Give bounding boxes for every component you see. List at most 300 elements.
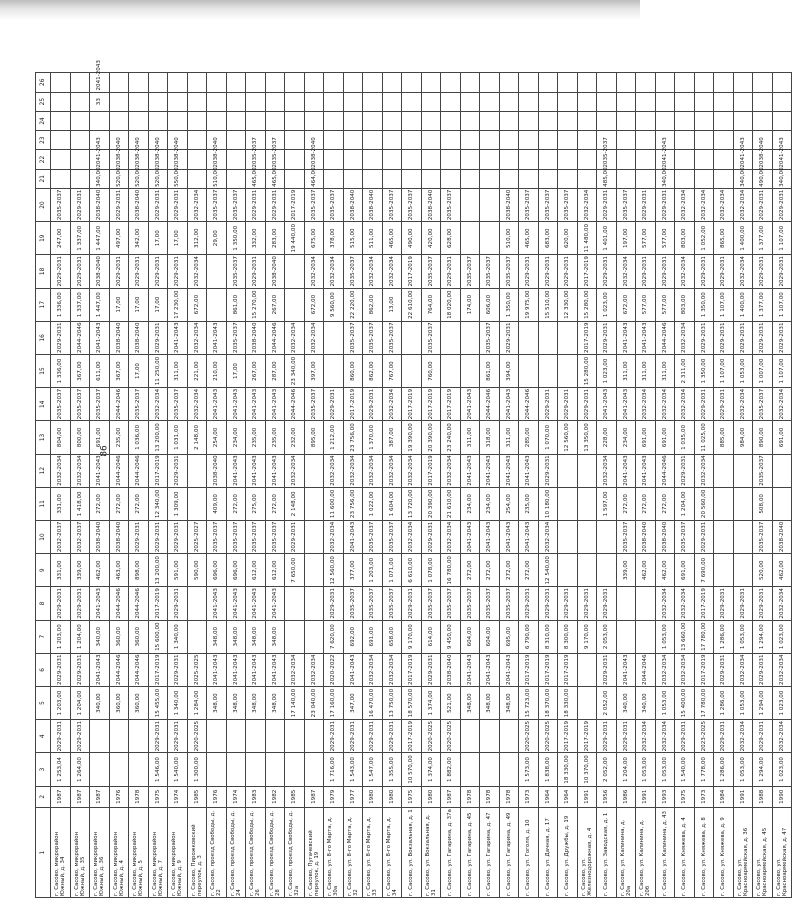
value-cell: 2029-2031 <box>519 255 539 288</box>
address-cell: г. Сасово, микрорайон Южный, д. 5 <box>129 808 149 898</box>
address-cell: г. Сасово, микрорайон Южный, д. 36 <box>90 808 110 898</box>
value-cell: 1 107,00 <box>714 288 734 321</box>
value-cell: 17,00 <box>226 354 246 387</box>
value-cell: 311,00 <box>460 421 480 454</box>
year-cell: 1987 <box>441 786 461 807</box>
year-cell: 1976 <box>207 786 227 807</box>
value-cell <box>519 73 539 93</box>
value-cell: 1 284,00 <box>187 686 207 719</box>
value-cell <box>285 587 305 620</box>
value-cell: 6 790,00 <box>519 620 539 653</box>
value-cell: 1 286,00 <box>714 753 734 786</box>
year-cell: 1974 <box>168 786 188 807</box>
value-cell: 2017-2019 <box>285 188 305 221</box>
year-cell: 1964 <box>558 786 578 807</box>
value-cell: 311,00 <box>499 421 519 454</box>
value-cell <box>733 520 753 553</box>
value-cell: 2032-2034 <box>363 653 383 686</box>
value-cell <box>187 92 207 111</box>
value-cell: 2041-2043 <box>265 454 285 487</box>
value-cell <box>70 150 90 169</box>
value-cell: 1 540,00 <box>168 753 188 786</box>
value-cell <box>519 169 539 188</box>
value-cell: 2035-2037 <box>226 321 246 354</box>
year-cell: 1980 <box>421 786 441 807</box>
value-cell: 2041-2043 <box>343 520 363 553</box>
value-cell: 18 330,00 <box>558 753 578 786</box>
value-cell: 2029-2031 <box>324 720 344 753</box>
value-cell: 675,00 <box>304 222 324 255</box>
value-cell: 2038-2040 <box>421 188 441 221</box>
value-cell: 672,00 <box>304 288 324 321</box>
value-cell: 2017-2019 <box>577 255 597 288</box>
address-cell: г. Сасово, ул. Гагарина, д. 49 <box>499 808 519 898</box>
value-cell: 9 560,00 <box>324 288 344 321</box>
value-cell: 29,00 <box>207 222 227 255</box>
value-cell: 2038-2040 <box>499 188 519 221</box>
value-cell: 339,00 <box>70 554 90 587</box>
value-cell: 2038-2040 <box>129 150 149 169</box>
year-cell: 1978 <box>480 786 500 807</box>
value-cell <box>226 111 246 130</box>
value-cell: 2041-2043 <box>343 653 363 686</box>
year-cell: 1987 <box>304 786 324 807</box>
value-cell: 2029-2031 <box>70 653 90 686</box>
value-cell <box>51 73 71 93</box>
value-cell: 367,00 <box>70 354 90 387</box>
value-cell: 17,00 <box>148 288 168 321</box>
value-cell: 2044-2046 <box>480 388 500 421</box>
value-cell: 2032-2034 <box>304 255 324 288</box>
value-cell <box>636 150 656 169</box>
value-cell: 2041-2043 <box>90 321 110 354</box>
value-cell <box>460 188 480 221</box>
address-cell: г. Сасово, ул. 8-го Марта, д. 33 <box>363 808 383 898</box>
value-cell: 1 023,00 <box>772 686 792 719</box>
value-cell: 2035-2037 <box>129 388 149 421</box>
value-cell: 1 053,00 <box>733 620 753 653</box>
value-cell: 2017-2019 <box>441 388 461 421</box>
value-cell: 2041-2043 <box>90 150 110 169</box>
value-cell: 2029-2031 <box>597 587 617 620</box>
value-cell: 234,00 <box>460 487 480 520</box>
value-cell <box>519 150 539 169</box>
value-cell: 2020-2025 <box>441 720 461 753</box>
value-cell <box>285 169 305 188</box>
value-cell <box>597 73 617 93</box>
value-cell <box>285 131 305 150</box>
value-cell <box>538 73 558 93</box>
value-cell: 1 053,00 <box>655 753 675 786</box>
value-cell: 2035-2037 <box>246 520 266 553</box>
value-cell: 1 286,00 <box>714 686 734 719</box>
value-cell <box>714 454 734 487</box>
value-cell <box>363 73 383 93</box>
value-cell <box>207 288 227 321</box>
value-cell: 1 107,00 <box>772 222 792 255</box>
value-cell <box>558 111 578 130</box>
table-row <box>714 73 734 898</box>
value-cell: 283,00 <box>265 222 285 255</box>
address-cell: г. Сасово, ул. Железнодорожная, д. 4 <box>577 808 597 898</box>
value-cell: 272,00 <box>460 554 480 587</box>
value-cell <box>324 131 344 150</box>
value-cell: 611,00 <box>90 354 110 387</box>
value-cell: 17,00 <box>168 222 188 255</box>
value-cell <box>772 92 792 111</box>
value-cell: 691,00 <box>675 554 695 587</box>
value-cell <box>616 150 636 169</box>
value-cell: 2044-2046 <box>265 321 285 354</box>
value-cell: 339,00 <box>616 554 636 587</box>
value-cell: 7 620,00 <box>324 620 344 653</box>
value-cell <box>480 111 500 130</box>
value-cell: 2035-2037 <box>265 520 285 553</box>
value-cell: 1 023,00 <box>772 620 792 653</box>
table-row <box>616 73 636 898</box>
value-cell: 885,00 <box>714 421 734 454</box>
value-cell: 2029-2031 <box>714 653 734 686</box>
value-cell: 2041-2043 <box>499 653 519 686</box>
value-cell <box>285 150 305 169</box>
value-cell <box>304 753 324 786</box>
value-cell <box>207 111 227 130</box>
value-cell: 2035-2037 <box>480 321 500 354</box>
column-number: 19 <box>36 222 51 255</box>
value-cell: 348,00 <box>207 686 227 719</box>
value-cell <box>304 92 324 111</box>
address-cell: г. Сасово, проезд Свободы, д. 22 <box>207 808 227 898</box>
value-cell: 691,00 <box>772 421 792 454</box>
value-cell: 311,00 <box>655 354 675 387</box>
value-cell: 860,00 <box>343 354 363 387</box>
value-cell: 272,00 <box>109 487 129 520</box>
address-cell: г. Сасово, ул. Гагарина, д. 47 <box>480 808 500 898</box>
value-cell: 377,00 <box>343 554 363 587</box>
value-cell <box>714 150 734 169</box>
value-cell: 1 573,00 <box>519 753 539 786</box>
value-cell: 2044-2046 <box>636 653 656 686</box>
value-cell: 2041-2043 <box>733 150 753 169</box>
value-cell: 2029-2031 <box>753 587 773 620</box>
column-number: 22 <box>36 150 51 169</box>
year-cell: 1991 <box>733 786 753 807</box>
value-cell <box>402 73 422 93</box>
value-cell: 2029-2031 <box>51 321 71 354</box>
value-cell: 10 570,00 <box>402 753 422 786</box>
value-cell: 672,00 <box>187 288 207 321</box>
value-cell: 10 370,00 <box>577 753 597 786</box>
value-cell: 2044-2046 <box>109 388 129 421</box>
column-number: 18 <box>36 255 51 288</box>
value-cell: 2029-2031 <box>51 653 71 686</box>
address-cell: г. Сасово, микрорайон Южный, д. 35 <box>70 808 90 898</box>
value-cell: 2029-2031 <box>577 388 597 421</box>
table-row <box>421 73 441 898</box>
value-cell: 2032-2034 <box>616 255 636 288</box>
value-cell: 2029-2031 <box>246 188 266 221</box>
address-cell: г. Сасово, ул. Вокзальная, д. 1 <box>402 808 422 898</box>
table-body <box>51 60 792 898</box>
value-cell <box>480 188 500 221</box>
table-row <box>343 73 363 898</box>
value-cell: 2029-2031 <box>616 720 636 753</box>
value-cell <box>304 720 324 753</box>
value-cell: 1 447,00 <box>90 288 110 321</box>
value-cell: 612,00 <box>265 554 285 587</box>
value-cell: 2029-2031 <box>168 720 188 753</box>
value-cell: 898,00 <box>129 554 149 587</box>
value-cell: 272,00 <box>90 487 110 520</box>
value-cell: 2020-2025 <box>519 720 539 753</box>
value-cell: 462,00 <box>655 554 675 587</box>
value-cell <box>538 354 558 387</box>
value-cell: 2029-2031 <box>382 720 402 753</box>
year-cell: 1983 <box>246 786 266 807</box>
value-cell: 1 052,00 <box>694 222 714 255</box>
value-cell: 2017-2019 <box>558 653 578 686</box>
value-cell: 2038-2040 <box>109 321 129 354</box>
address-cell: г. Сасово, проезд Свободы, д. 26 <box>246 808 266 898</box>
value-cell: 13 750,00 <box>382 686 402 719</box>
value-cell: 2029-2031 <box>655 255 675 288</box>
value-cell <box>616 111 636 130</box>
value-cell: 2032-2034 <box>51 454 71 487</box>
table-row <box>636 73 656 898</box>
table-row <box>694 73 714 898</box>
value-cell: 463,00 <box>109 554 129 587</box>
address-cell: г. Сасово, ул. Гагарина, д. 37а <box>441 808 461 898</box>
value-cell: 2029-2031 <box>324 587 344 620</box>
value-cell <box>772 73 792 93</box>
value-cell <box>480 222 500 255</box>
column-number: 21 <box>36 169 51 188</box>
value-cell: 235,00 <box>265 421 285 454</box>
value-cell: 2035-2037 <box>207 188 227 221</box>
value-cell: 197,00 <box>616 222 636 255</box>
column-number: 16 <box>36 321 51 354</box>
value-cell: 2032-2034 <box>441 520 461 553</box>
value-cell: 1 212,00 <box>324 421 344 454</box>
value-cell: 2032-2034 <box>636 388 656 421</box>
value-cell: 2041-2043 <box>636 454 656 487</box>
value-cell: 2041-2043 <box>499 388 519 421</box>
value-cell: 465,00 <box>519 222 539 255</box>
value-cell: 2035-2037 <box>382 321 402 354</box>
value-cell <box>714 92 734 111</box>
column-number: 5 <box>36 686 51 719</box>
value-cell <box>285 288 305 321</box>
value-cell: 1 350,00 <box>226 222 246 255</box>
value-cell: 2032-2034 <box>363 255 383 288</box>
value-cell: 348,00 <box>265 620 285 653</box>
value-cell: 2044-2046 <box>109 653 129 686</box>
value-cell: 520,00 <box>129 169 149 188</box>
value-cell <box>499 73 519 93</box>
value-cell <box>694 73 714 93</box>
housing-repair-table <box>35 60 792 898</box>
value-cell <box>441 321 461 354</box>
value-cell: 19 390,00 <box>402 421 422 454</box>
value-cell: 2041-2043 <box>480 454 500 487</box>
value-cell: 15 400,00 <box>675 686 695 719</box>
value-cell: 348,00 <box>480 686 500 719</box>
address-cell: г. Сасово, ул. 8-го Марта, д. 34 <box>382 808 402 898</box>
value-cell <box>285 255 305 288</box>
value-cell: 2041-2043 <box>499 454 519 487</box>
value-cell <box>694 169 714 188</box>
value-cell: 2035-2037 <box>382 520 402 553</box>
value-cell <box>519 321 539 354</box>
value-cell <box>363 92 383 111</box>
value-cell <box>324 354 344 387</box>
value-cell: 272,00 <box>636 487 656 520</box>
value-cell: 1 053,00 <box>655 686 675 719</box>
value-cell: 2032-2034 <box>675 321 695 354</box>
value-cell: 2029-2031 <box>772 188 792 221</box>
address-cell: г. Сасово, ул. Княжева, д. 4 <box>675 808 695 898</box>
address-cell: г. Сасово, ул. Гоголя, д. 10 <box>519 808 539 898</box>
value-cell: 234,00 <box>480 487 500 520</box>
value-cell: 23 340,00 <box>285 354 305 387</box>
value-cell: 378,00 <box>324 222 344 255</box>
value-cell: 2035-2037 <box>343 321 363 354</box>
column-number: 25 <box>36 92 51 111</box>
value-cell: 16 470,00 <box>363 686 383 719</box>
value-cell: 2029-2031 <box>714 388 734 421</box>
value-cell: 2035-2037 <box>265 150 285 169</box>
value-cell <box>90 720 110 753</box>
value-cell <box>207 92 227 111</box>
value-cell <box>636 169 656 188</box>
value-cell: 861,00 <box>480 354 500 387</box>
value-cell: 1 400,00 <box>733 288 753 321</box>
value-cell: 2035-2037 <box>460 587 480 620</box>
value-cell: 604,00 <box>480 620 500 653</box>
value-cell <box>265 720 285 753</box>
value-cell: 340,00 <box>772 169 792 188</box>
value-cell: 485,00 <box>597 169 617 188</box>
value-cell <box>577 73 597 93</box>
value-cell: 311,00 <box>168 354 188 387</box>
value-cell <box>714 487 734 520</box>
value-cell: 287,00 <box>265 354 285 387</box>
value-cell: 2032-2034 <box>733 255 753 288</box>
value-cell: 1 007,00 <box>753 354 773 387</box>
value-cell: 17,00 <box>129 354 149 387</box>
value-cell: 272,00 <box>265 487 285 520</box>
value-cell: 2029-2031 <box>246 255 266 288</box>
value-cell: 2029-2031 <box>109 255 129 288</box>
value-cell <box>558 520 578 553</box>
value-cell <box>441 92 461 111</box>
value-cell: 2035-2037 <box>70 388 90 421</box>
value-cell: 312,00 <box>187 222 207 255</box>
value-cell: 2029-2031 <box>636 188 656 221</box>
value-cell: 17,00 <box>129 288 149 321</box>
value-cell: 360,00 <box>129 620 149 653</box>
value-cell <box>402 111 422 130</box>
value-cell: 17 160,00 <box>324 686 344 719</box>
value-cell <box>382 111 402 130</box>
value-cell <box>577 454 597 487</box>
value-cell: 342,00 <box>129 222 149 255</box>
value-cell <box>519 354 539 387</box>
value-cell: 2017-2019 <box>343 388 363 421</box>
value-cell: 691,00 <box>636 421 656 454</box>
value-cell: 2029-2031 <box>558 255 578 288</box>
value-cell <box>538 321 558 354</box>
value-cell <box>694 150 714 169</box>
value-cell: 803,00 <box>675 288 695 321</box>
value-cell: 2029-2031 <box>519 587 539 620</box>
value-cell: 235,00 <box>519 487 539 520</box>
value-cell: 254,00 <box>499 487 519 520</box>
value-cell: 2029-2031 <box>772 255 792 288</box>
year-cell: 1973 <box>694 786 714 807</box>
value-cell: 2029-2031 <box>753 255 773 288</box>
address-cell: г. Сасово, ул. Красноармейская, д. 47 <box>772 808 792 898</box>
value-cell <box>51 111 71 130</box>
value-cell: 1 070,00 <box>538 421 558 454</box>
value-cell: 1 300,00 <box>187 753 207 786</box>
value-cell: 2029-2031 <box>148 255 168 288</box>
value-cell: 2017-2019 <box>577 321 597 354</box>
value-cell: 2029-2031 <box>363 388 383 421</box>
value-cell: 2025-2025 <box>187 653 207 686</box>
address-cell: г. Сасово, ул. 8-го Марта, д. 30а <box>324 808 344 898</box>
value-cell: 2017-2019 <box>402 653 422 686</box>
address-cell: г. Сасово, ул. Калинина, д. 20б <box>636 808 656 898</box>
value-cell <box>168 73 188 93</box>
value-cell: 1 377,00 <box>753 288 773 321</box>
table-row <box>168 73 188 898</box>
value-cell: 2035-2037 <box>421 255 441 288</box>
value-cell: 2032-2034 <box>382 454 402 487</box>
value-cell: 511,00 <box>363 222 383 255</box>
value-cell <box>207 720 227 753</box>
address-cell: г. Сасово, Пирожковский переулок, д. 3 <box>187 808 207 898</box>
value-cell <box>129 111 149 130</box>
value-cell: 465,00 <box>246 169 266 188</box>
value-cell <box>558 487 578 520</box>
table-row <box>148 73 168 898</box>
rotated-table-sheet <box>35 60 788 898</box>
value-cell: 348,00 <box>265 686 285 719</box>
value-cell <box>51 169 71 188</box>
value-cell: 577,00 <box>655 288 675 321</box>
column-number-row <box>36 73 51 898</box>
value-cell <box>421 111 441 130</box>
value-cell: 2029-2031 <box>70 720 90 753</box>
value-cell: 462,00 <box>772 554 792 587</box>
value-cell: 272,00 <box>480 554 500 587</box>
value-cell: 2041-2043 <box>246 587 266 620</box>
value-cell <box>577 554 597 587</box>
value-cell <box>90 753 110 786</box>
value-cell: 15 455,00 <box>148 686 168 719</box>
value-cell: 12 560,00 <box>558 421 578 454</box>
value-cell: 2032-2034 <box>694 454 714 487</box>
value-cell <box>460 222 480 255</box>
value-cell: 1 203,00 <box>51 620 71 653</box>
value-cell <box>694 131 714 150</box>
value-cell: 2041-2043 <box>460 388 480 421</box>
value-cell <box>304 487 324 520</box>
value-cell: 2035-2037 <box>90 388 110 421</box>
value-cell <box>304 520 324 553</box>
value-cell: 2029-2031 <box>694 255 714 288</box>
